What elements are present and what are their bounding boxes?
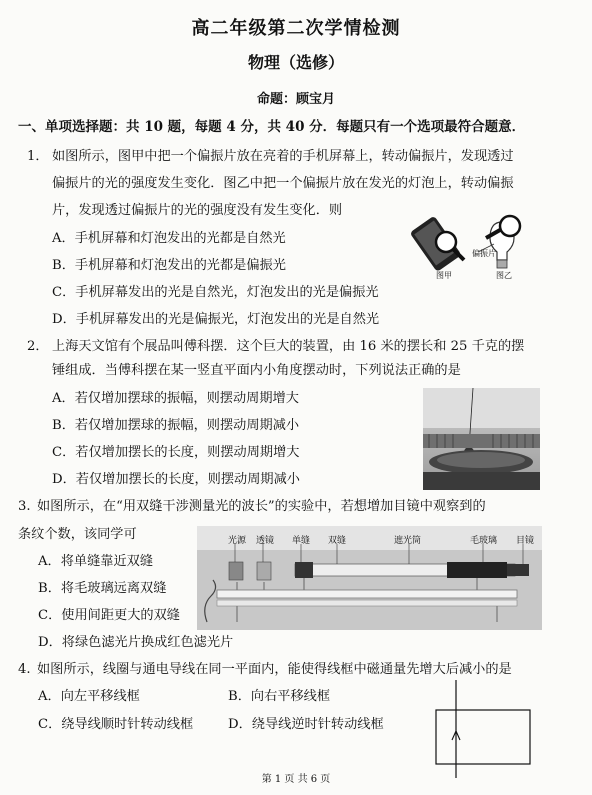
wire-frame-figure — [432, 680, 536, 780]
question-text: 片，发现透过偏振片的光的强度没有发生变化．则 — [52, 203, 343, 218]
option-c: C．手机屏幕发出的光是自然光，灯泡发出的光是偏振光 — [52, 285, 379, 300]
question-text: 偏振片的光的强度发生变化．图乙中把一个偏振片放在发光的灯泡上，转动偏振 — [52, 176, 514, 191]
figure-label-polarizer: 偏振片 — [472, 249, 496, 258]
option-b: B．向右平移线框 — [228, 689, 331, 704]
option-c: C．若仅增加摆长的长度，则摆动周期增大 — [52, 445, 300, 460]
option-d: D．若仅增加摆长的长度，则摆动周期减小 — [52, 472, 300, 487]
question-number: 4. — [18, 662, 31, 677]
question-number: 1． — [27, 149, 49, 164]
question-text: 上海天文馆有个展品叫傅科摆．这个巨大的装置，由 16 米的摆长和 25 千克的摆 — [52, 339, 525, 354]
question-number: 2． — [27, 339, 49, 354]
apparatus-label: 毛玻璃 — [470, 536, 498, 546]
option-b: B．将毛玻璃远离双缝 — [38, 581, 167, 596]
apparatus-label: 遮光筒 — [394, 536, 422, 546]
figure-label-a: 图甲 — [436, 271, 452, 280]
apparatus-label: 透镜 — [256, 536, 275, 546]
option-d: D．手机屏幕发出的光是偏振光，灯泡发出的光是自然光 — [52, 312, 380, 327]
question-text: 如图所示，图甲中把一个偏振片放在亮着的手机屏幕上，转动偏振片，发现透过 — [52, 149, 514, 164]
apparatus-label: 双缝 — [328, 536, 347, 546]
option-a: A．将单缝靠近双缝 — [38, 554, 154, 569]
option-c: C．使用间距更大的双缝 — [38, 608, 180, 623]
section-heading: 一、单项选择题：共 10 题，每题 4 分，共 40 分．每题只有一个选项最符合题意． — [18, 119, 526, 135]
option-d: D．绕导线逆时针转动线框 — [228, 717, 384, 732]
option-d: D．将绿色滤光片换成红色滤光片 — [38, 635, 234, 650]
option-a: A．若仅增加摆球的振幅，则摆动周期增大 — [52, 391, 299, 406]
pendulum-photo — [423, 388, 540, 490]
page-footer: 第 1 页 共 6 页 — [261, 774, 331, 785]
question-text: 如图所示，线圈与通电导线在同一平面内，能使得线框中磁通量先增大后减小的是 — [37, 662, 512, 677]
option-a: A．向左平移线框 — [38, 689, 140, 704]
question-text: 条纹个数，该同学可 — [18, 527, 137, 542]
page-title: 高二年级第二次学情检测 — [191, 18, 401, 39]
option-b: B．若仅增加摆球的振幅，则摆动周期减小 — [52, 418, 300, 433]
question-text: 锤组成．当傅科摆在某一竖直平面内小角度摆动时，下列说法正确的是 — [52, 363, 461, 378]
option-a: A．手机屏幕和灯泡发出的光都是自然光 — [52, 231, 286, 246]
figure-label-b: 图乙 — [496, 271, 512, 280]
option-c: C．绕导线顺时针转动线框 — [38, 717, 194, 732]
page-subtitle: 物理（选修） — [247, 53, 344, 72]
polarizer-figure — [410, 208, 530, 288]
option-b: B．手机屏幕和灯泡发出的光都是偏振光 — [52, 258, 286, 273]
apparatus-label: 目镜 — [516, 536, 535, 546]
question-text: 如图所示，在“用双缝干涉测量光的波长”的实验中，若想增加目镜中观察到的 — [37, 499, 486, 514]
author-line: 命题：顾宝月 — [256, 92, 335, 107]
apparatus-label: 光源 — [228, 536, 247, 546]
apparatus-label: 单缝 — [292, 536, 311, 546]
question-number: 3. — [18, 499, 31, 514]
